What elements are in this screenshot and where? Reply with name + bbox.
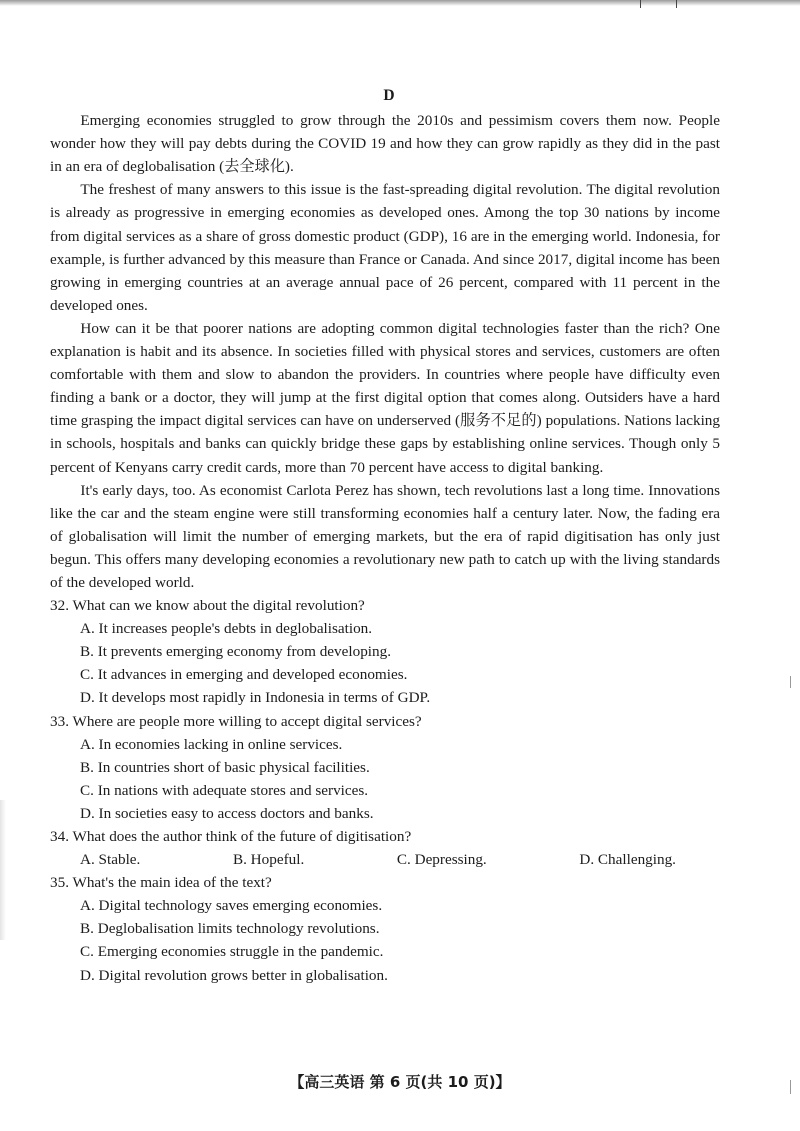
question-32 <box>50 594 720 709</box>
option-c[interactable]: C. Depressing. <box>396 851 487 869</box>
option-d[interactable]: D. Digital revolution grows better in globalisation. <box>80 966 388 984</box>
paragraph-4: It's early days, too. As economist Carlota Perez has shown, tech revolutions last a long time. Innovations like the car and the steam engine were still transforming economies half a century later. Now, the fading era of globalisation will limit the number of emerging markets, but the era of rapid digitisation has only just begun. This offers many developing economies a revolutionary new path to catch up with the living standards of the developed world. <box>50 481 720 591</box>
question-stem: 32. What can we know about the digital revolution? <box>50 597 365 615</box>
option-a[interactable]: A. In economies lacking in online services. <box>80 735 343 753</box>
page-footer: 【高三英语 第 6 页(共 10 页)】 <box>289 1073 511 1091</box>
reading-passage-page <box>50 84 720 987</box>
scan-mark <box>790 676 796 688</box>
paragraph-3: How can it be that poorer nations are adopting common digital technologies faster than the rich? One explanation is habit and its absence. In societies filled with physical stores and services, customers are often comfortable with them and slow to abandon the providers. In countries where people have difficulty even finding a bank or a doctor, they will jump at the first digital option that comes along. Outsiders have a hard time grasping the impact digital services can have on underserved (服务不足的) populations. Nations lacking in schools, hospitals and banks can quickly bridge these gaps by establishing online services. Though only 5 percent of Kenyans carry credit cards, more than 70 percent have access to digital banking. <box>50 319 720 476</box>
question-34 <box>50 825 720 871</box>
option-b[interactable]: B. Deglobalisation limits technology revolutions. <box>80 920 380 938</box>
option-c[interactable]: C. Emerging economies struggle in the pandemic. <box>80 943 384 961</box>
scan-side-shadow <box>0 800 6 940</box>
option-list <box>50 894 720 986</box>
question-stem: 35. What's the main idea of the text? <box>50 874 272 892</box>
option-d[interactable]: D. Challenging. <box>579 851 676 869</box>
option-b[interactable]: B. It prevents emerging economy from developing. <box>80 643 391 661</box>
scan-mark <box>640 0 641 8</box>
question-33 <box>50 710 720 825</box>
option-list <box>50 848 720 871</box>
option-list <box>50 733 720 825</box>
question-35 <box>50 871 720 986</box>
option-a[interactable]: A. It increases people's debts in deglobalisation. <box>80 620 373 638</box>
scan-mark <box>676 0 677 8</box>
scan-top-edge <box>0 0 800 6</box>
question-stem: 33. Where are people more willing to accept digital services? <box>50 712 422 730</box>
option-c[interactable]: C. In nations with adequate stores and services. <box>80 781 369 799</box>
question-stem: 34. What does the author think of the future of digitisation? <box>50 828 412 845</box>
option-list <box>50 617 720 709</box>
paragraph-2: The freshest of many answers to this issue is the fast-spreading digital revolution. The digital revolution is already as progressive in emerging economies as developed ones. Among the top 30 nations by income from digital services as a share of gross domestic product (GDP), 16 are in the emerging world. Indonesia, for example, is further advanced by this measure than France or Canada. And since 2017, digital income has been growing in emerging countries at an average annual pace of 26 percent, compared with 11 percent in the developed ones. <box>50 181 720 314</box>
option-d[interactable]: D. In societies easy to access doctors and banks. <box>80 804 374 822</box>
paragraph-1: Emerging economies struggled to grow through the 2010s and pessimism covers them now. People wonder how they will pay debts during the COVID 19 and how they can grow rapidly as they did in the past in an era of deglobalisation (去全球化). <box>50 112 720 176</box>
option-a[interactable]: A. Digital technology saves emerging economies. <box>80 897 383 915</box>
option-b[interactable]: B. In countries short of basic physical facilities. <box>80 758 370 776</box>
option-d[interactable]: D. It develops most rapidly in Indonesia in terms of GDP. <box>80 689 431 707</box>
option-c[interactable]: C. It advances in emerging and developed economies. <box>80 666 408 684</box>
section-title: D <box>383 87 395 104</box>
option-b[interactable]: B. Hopeful. <box>232 851 305 869</box>
option-a[interactable]: A. Stable. <box>80 851 141 869</box>
